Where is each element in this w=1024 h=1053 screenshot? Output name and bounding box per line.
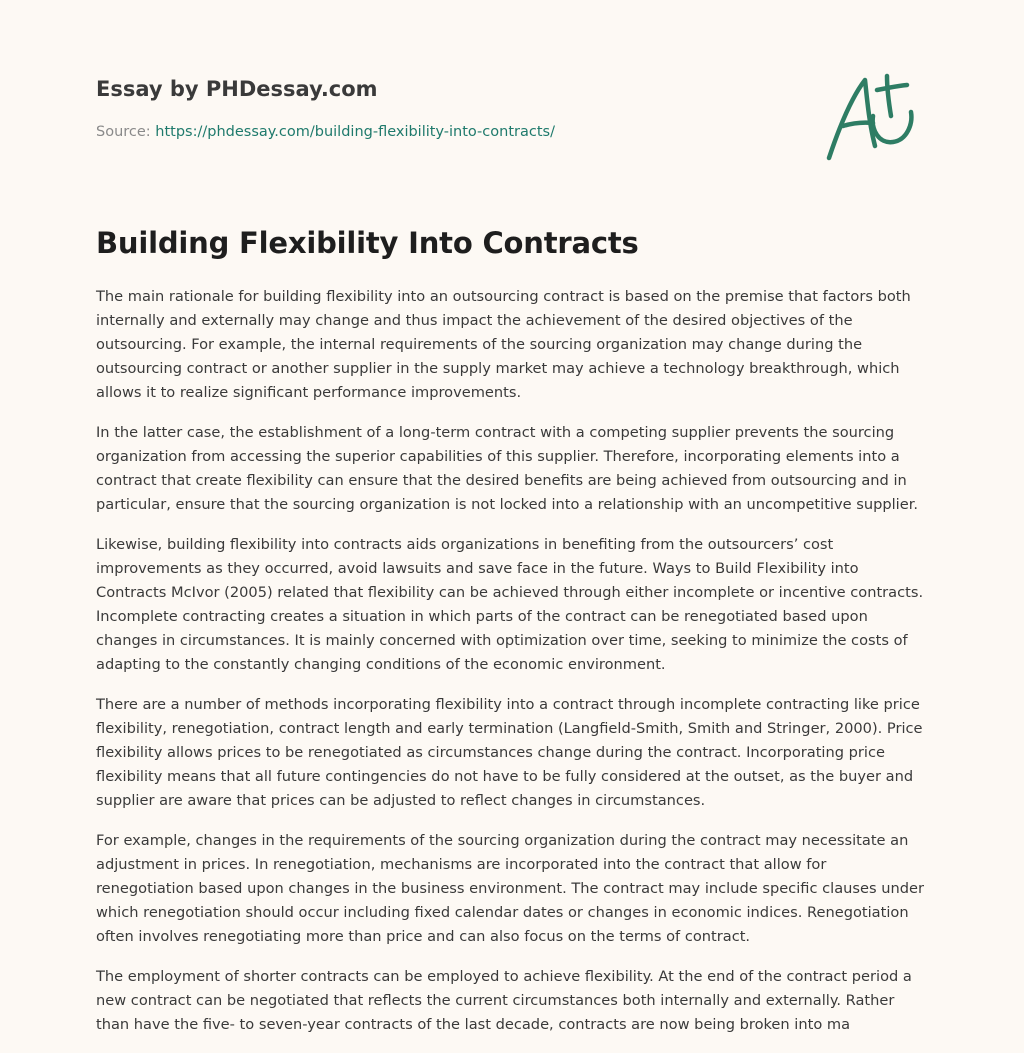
essay-paragraph: Likewise, building flexibility into contracts aids organizations in benefiting from the outsourcers’ cost improvements as they occurred, avoid lawsuits and save face in the future. Ways to Build Flexibility into Contracts McIvor (2005) related that flexibility can be achieved through either incomplete or incentive contracts. Incomplete contracting creates a situation in which parts of the contract can be renegotiated based upon changes in circumstances. It is mainly concerned with optimization over time, seeking to minimize the costs of adapting to the constantly changing conditions of the economic environment. — [96, 536, 924, 673]
essay-paragraph: For example, changes in the requirements of the sourcing organization during the contract may necessitate an adjustment in prices. In renegotiation, mechanisms are incorporated into the contract that allow for renegotiation based upon changes in the business environment. The contract may include specific clauses under which renegotiation should occur including fixed calendar dates or changes in economic indices. Renegotiation often involves renegotiating more than price and can also focus on the terms of contract. — [96, 832, 924, 945]
essay-paragraph: The employment of shorter contracts can be employed to achieve flexibility. At the end of the contract period a new contract can be negotiated that reflects the current circumstances both internally and externally. Rather than have the five- to seven-year contracts of the last decade, contracts are now being broken into ma — [96, 968, 912, 1033]
essay-paragraph: In the latter case, the establishment of a long-term contract with a competing supplier prevents the sourcing organization from accessing the superior capabilities of this supplier. Therefore, incorporating elements into a contract that create flexibility can ensure that the desired benefits are being achieved from outsourcing and in particular, ensure that the sourcing organization is not locked into a relationship with an uncompetitive supplier. — [96, 424, 919, 513]
source-label: Source: — [96, 124, 156, 140]
site-brand: Essay by PHDessay.com — [96, 77, 378, 101]
essay-paragraph: There are a number of methods incorporating flexibility into a contract through incomplete contracting like price flexibility, renegotiation, contract length and early termination (Langfield-Smith, Smith and Stringer, 2000). Price flexibility allows prices to be renegotiated as circumstances change during the contract. Incorporating price flexibility means that all future contingencies do not have to be fully considered at the outset, as the buyer and supplier are aware that prices can be adjusted to reflect changes in circumstances. — [96, 696, 923, 809]
essay-body — [96, 285, 928, 1053]
a-plus-logo-icon — [821, 68, 925, 164]
source-line — [96, 124, 555, 140]
essay-title: Building Flexibility Into Contracts — [96, 226, 639, 260]
essay-paragraph: The main rationale for building flexibility into an outsourcing contract is based on the premise that factors both internally and externally may change and thus impact the achievement of the desired objectives of the outsourcing. For example, the internal requirements of the sourcing organization may change during the outsourcing contract or another supplier in the supply market may achieve a technology breakthrough, which allows it to realize significant performance improvements. — [96, 288, 911, 401]
source-link[interactable]: https://phdessay.com/building-flexibility-into-contracts/ — [155, 124, 555, 140]
